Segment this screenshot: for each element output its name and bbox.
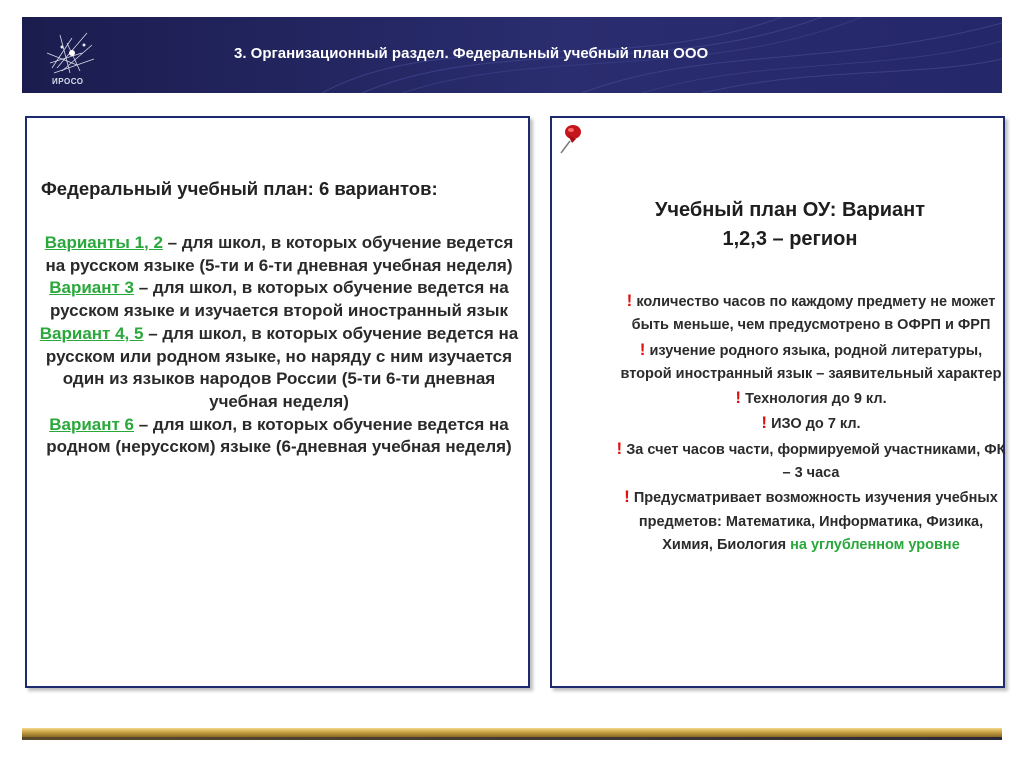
- variant-item: [46, 415, 511, 457]
- requirements-list: [616, 289, 1006, 557]
- variant-text: – для школ, в которых обучение ведется на русском или родном языке, но наряду с ним изучается один из языков народов России (5-ти 6-ти дневная учебная неделя): [45, 323, 519, 411]
- variant-item: [40, 324, 518, 411]
- left-panel: [25, 116, 530, 688]
- logo-text: ИРОСО: [52, 77, 84, 86]
- advanced-level-text: на углубленном уровне: [786, 536, 960, 553]
- variant-label: Вариант 6: [49, 414, 135, 434]
- variant-item: [45, 233, 514, 275]
- requirement-text: количество часов по каждому предмету не может быть меньше, чем предусмотрено в ОФРП и ФРП: [631, 294, 996, 334]
- left-heading: Федеральный учебный план: 6 вариантов:: [41, 178, 438, 199]
- variant-label: Варианты 1, 2: [44, 233, 163, 252]
- requirement-text: изучение родного языка, родной литературы, второй иностранный язык – заявительный характер: [620, 342, 1002, 382]
- bottom-bar-shadow: [22, 737, 1002, 740]
- exclamation-icon: !: [761, 413, 768, 433]
- variant-text: – для школ, в которых обучение ведется на русском языке (5-ти и 6-ти дневная учебная неделя): [45, 233, 514, 275]
- iroso-logo-icon: [32, 23, 142, 89]
- variants-list: [39, 232, 519, 459]
- exclamation-icon: !: [639, 339, 646, 359]
- right-heading-line2: 1,2,3 – регион: [722, 228, 858, 250]
- variant-text: – для школ, в которых обучение ведется на родном (нерусском) языке (6-дневная учебная неделя): [46, 414, 512, 457]
- slide-title: 3. Организационный раздел. Федеральный учебный план ООО: [234, 45, 709, 62]
- exclamation-icon: !: [626, 291, 633, 310]
- requirement-text: Технология до 9 кл.: [745, 391, 887, 408]
- variant-text: – для школ, в которых обучение ведется на русском языке и изучается второй иностранный язык: [49, 278, 509, 321]
- exclamation-icon: !: [735, 388, 742, 408]
- requirement-text: Предусматривает возможность изучения учебных предметов: Математика, Информатика, Физика, Химия, Биология: [633, 490, 998, 553]
- variant-item: [49, 278, 509, 320]
- header-banner: [22, 17, 1002, 93]
- pushpin-icon: [556, 123, 584, 155]
- requirement-text: За счет часов части, формируемой участниками, ФК – 3 часа: [626, 441, 1006, 482]
- requirement-text: ИЗО до 7 кл.: [771, 416, 861, 433]
- variant-label: Вариант 4, 5: [39, 323, 144, 343]
- right-heading: [600, 196, 980, 254]
- exclamation-icon: !: [624, 487, 630, 507]
- variant-label: Вариант 3: [49, 278, 135, 298]
- right-heading-line1: Учебный план ОУ: Вариант: [654, 199, 926, 221]
- exclamation-icon: !: [616, 438, 623, 458]
- bottom-gold-bar: [22, 728, 1002, 737]
